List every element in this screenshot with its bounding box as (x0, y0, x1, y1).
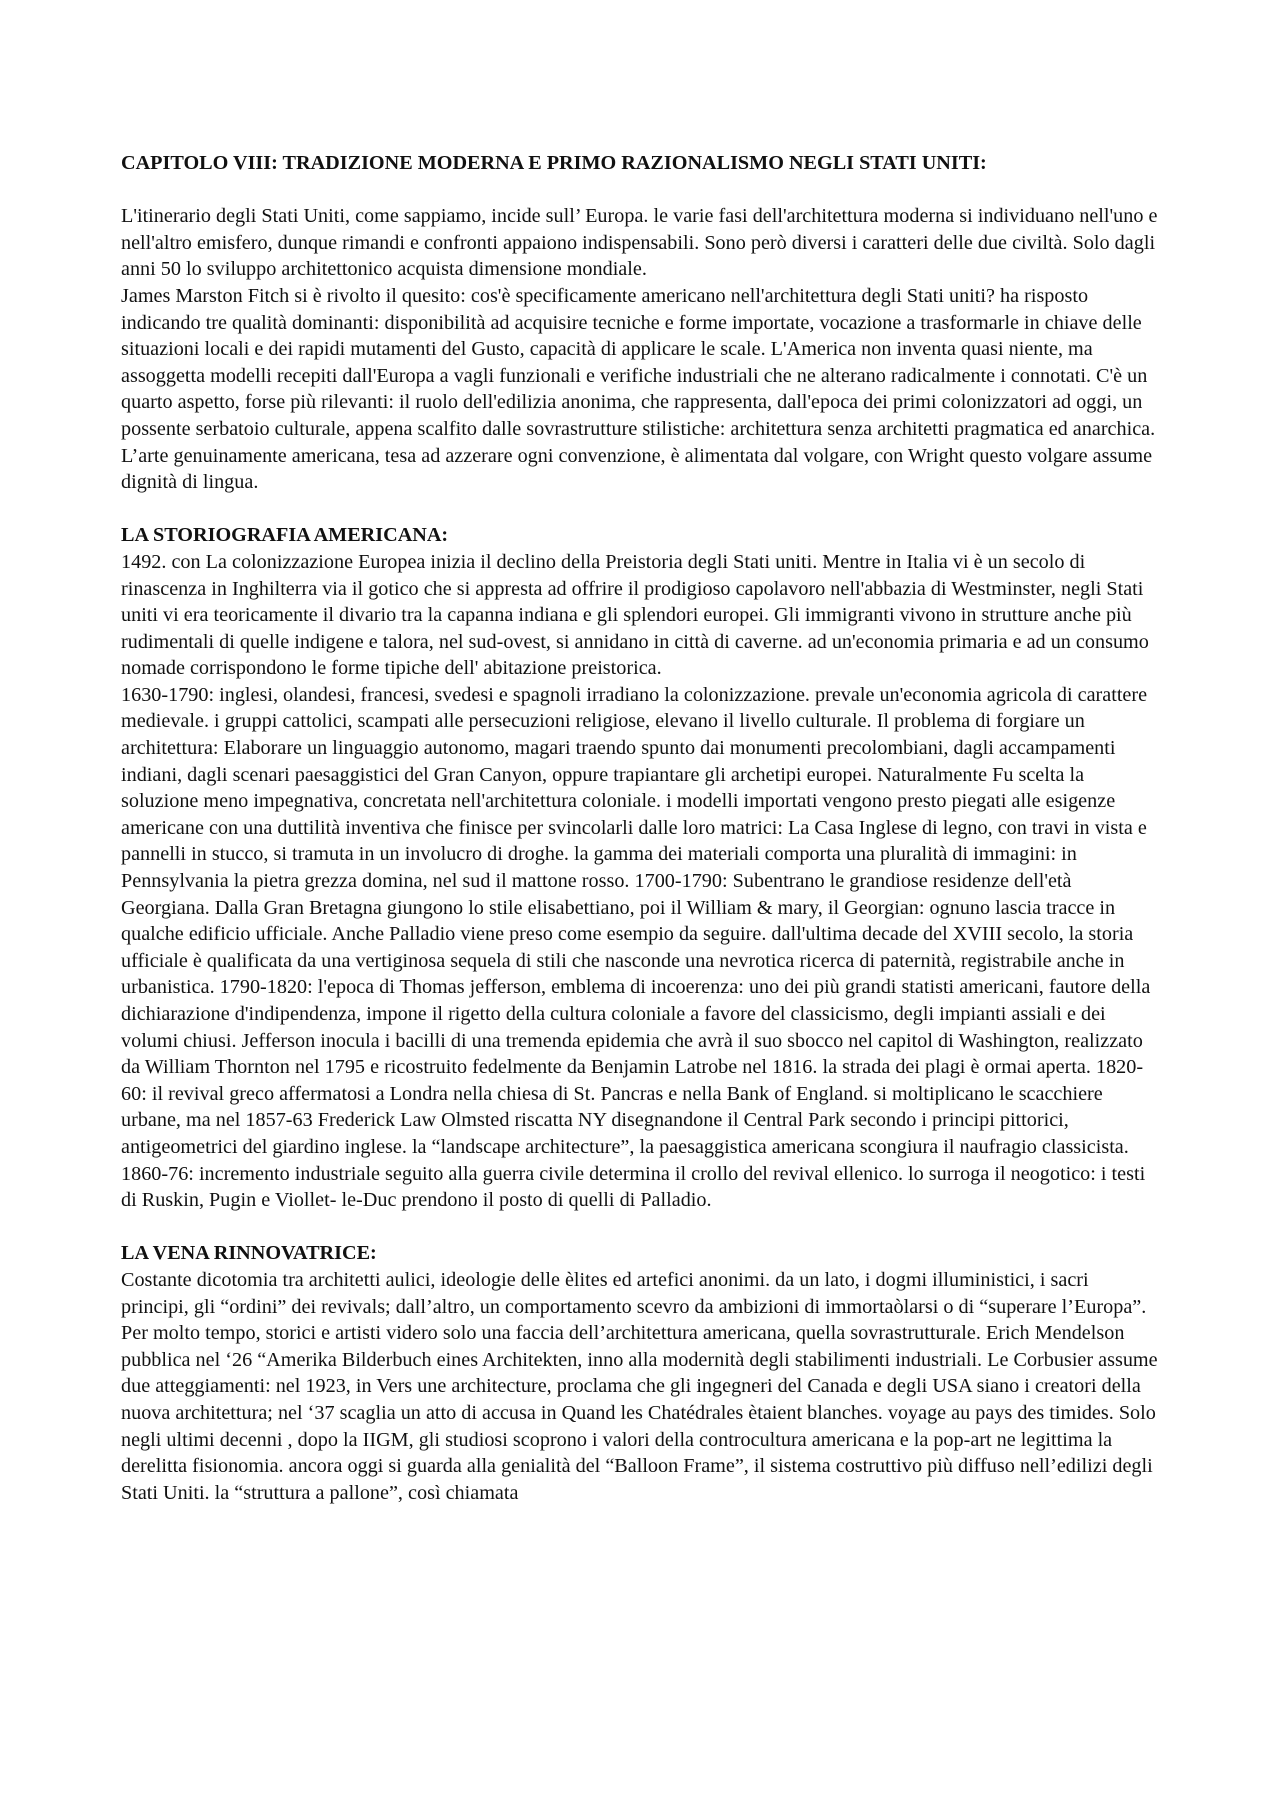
chapter-title: CAPITOLO VIII: TRADIZIONE MODERNA E PRIMO RAZIONALISMO NEGLI STATI UNITI: (121, 152, 987, 174)
section-heading-storiografia: LA STORIOGRAFIA AMERICANA: (121, 524, 449, 547)
intro-paragraph-2: James Marston Fitch si è rivolto il quesito: cos'è specificamente americano nell'architettura degli Stati uniti? ha risposto indicando tre qualità dominanti: disponibilità ad acquisire tecniche e forme importate, vocazione a trasformarle in chiave delle situazioni locali e dei rapidi mutamenti del Gusto, capacità di applicare le scale. L'America non inventa quasi niente, ma assoggetta modelli recepiti dall'Europa a vagli funzionali e verifiche industriali che ne alterano radicalmente i connotati. C'è un quarto aspetto, forse più rilevanti: il ruolo dell'edilizia anonima, che rappresenta, dall'epoca dei primi colonizzatori ad oggi, un possente serbatoio culturale, appena scalfito dalle sovrastrutture stilistiche: architettura senza architetti pragmatica ed anarchica. L’arte genuinamente americana, tesa ad azzerare ogni convenzione, è alimentata dal volgare, con Wright questo volgare assume dignità di lingua. (121, 284, 1156, 494)
section-heading-vena-rinnovatrice: LA VENA RINNOVATRICE: (121, 1242, 377, 1265)
section1-paragraph-1: 1492. con La colonizzazione Europea inizia il declino della Preistoria degli Stati uniti. Mentre in Italia vi è un secolo di rinascenza in Inghilterra via il gotico che si appresta ad offrire il prodigioso capolavoro nell'abbazia di Westminster, negli Stati uniti vi era teoricamente il divario tra la capanna indiana e gli splendori europei. Gli immigranti vivono in strutture anche più rudimentali di quelle indigene e talora, nel sud-ovest, si annidano in città di caverne. ad un'economia primaria e ad un consumo nomade corrispondono le forme tipiche dell' abitazione preistorica. (121, 550, 1149, 680)
section1-paragraph-2: 1630-1790: inglesi, olandesi, francesi, svedesi e spagnoli irradiano la colonizzazione. prevale un'economia agricola di carattere medievale. i gruppi cattolici, scampati alle persecuzioni religiose, elevano il livello culturale. Il problema di forgiare un architettura: Elaborare un linguaggio autonomo, magari traendo spunto dai monumenti precolombiani, dagli accampamenti indiani, dagli scenari paesaggistici del Gran Canyon, oppure trapiantare gli archetipi europei. Naturalmente Fu scelta la soluzione meno impegnativa, concretata nell'architettura coloniale. i modelli importati vengono presto piegati alle esigenze americane con una duttilità inventiva che finisce per svincolarli dalle loro matrici: La Casa Inglese di legno, con travi in vista e pannelli in stucco, si tramuta in un involucro di droghe. la gamma dei materiali comporta una pluralità di immagini: in Pennsylvania la pietra grezza domina, nel sud il mattone rosso. 1700-1790: Subentrano le grandiose residenze dell'età Georgiana. Dalla Gran Bretagna giungono lo stile elisabettiano, poi il William & mary, il Georgian: ognuno lascia tracce in qualche edificio ufficiale. Anche Palladio viene preso come esempio da seguire. dall'ultima decade del XVIII secolo, la storia ufficiale è qualificata da una vertiginosa sequela di stili che nasconde una nevrotica ricerca di paternità, registrabile anche in urbanistica. 1790-1820: l'epoca di Thomas jefferson, emblema di incoerenza: uno dei più grandi statisti americani, fautore della dichiarazione d'indipendenza, impone il rigetto della cultura coloniale a favore del classicismo, degli impianti assiali e dei volumi chiusi. Jefferson inocula i bacilli di una tremenda epidemia che avrà il suo sbocco nel capitol di Washington, realizzato da William Thornton nel 1795 e ricostruito fedelmente da Benjamin Latrobe nel 1816. la strada dei plagi è ormai aperta. 1820-60: il revival greco affermatosi a Londra nella chiesa di St. Pancras e nella Bank of England. si moltiplicano le scacchiere urbane, ma nel 1857-63 Frederick Law Olmsted riscatta NY disegnandone il Central Park secondo i principi pittorici, antigeometrici del giardino inglese. la “landscape architecture”, la paesaggistica americana scongiura il naufragio classicista. 1860-76: incremento industriale seguito alla guerra civile determina il crollo del revival ellenico. lo surroga il neogotico: i testi di Ruskin, Pugin e Viollet- le-Duc prendono il posto di quelli di Palladio. (121, 683, 1151, 1212)
document-page (121, 150, 1161, 1506)
intro-paragraph-1: L'itinerario degli Stati Uniti, come sappiamo, incide sull’ Europa. le varie fasi dell'architettura moderna si individuano nell'uno e nell'altro emisfero, dunque rimandi e confronti appaiono indispensabili. Sono però diversi i caratteri delle due civiltà. Solo dagli anni 50 lo sviluppo architettonico acquista dimensione mondiale. (121, 205, 1158, 281)
section2-paragraph-1: Costante dicotomia tra architetti aulici, ideologie delle èlites ed artefici anonimi. da un lato, i dogmi illuministici, i sacri principi, gli “ordini” dei revivals; dall’altro, un comportamento scevro da ambizioni di immortaòlarsi o di “superare l’Europa”. Per molto tempo, storici e artisti videro solo una faccia dell’architettura americana, quella sovrastrutturale. Erich Mendelson pubblica nel ‘26 “Amerika Bilderbuch eines Architekten, inno alla modernità degli stabilimenti industriali. Le Corbusier assume due atteggiamenti: nel 1923, in Vers une architecture, proclama che gli ingegneri del Canada e degli USA siano i creatori della nuova architettura; nel ‘37 scaglia un atto di accusa in Quand les Chatédrales ètaient blanches. voyage au pays des timides. Solo negli ultimi decenni , dopo la IIGM, gli studiosi scoprono i valori della controcultura americana e la pop-art ne legittima la derelitta fisionomia. ancora oggi si guarda alla genialità del “Balloon Frame”, il sistema costruttivo più diffuso nell’edilizi degli Stati Uniti. la “struttura a pallone”, così chiamata (121, 1268, 1158, 1504)
